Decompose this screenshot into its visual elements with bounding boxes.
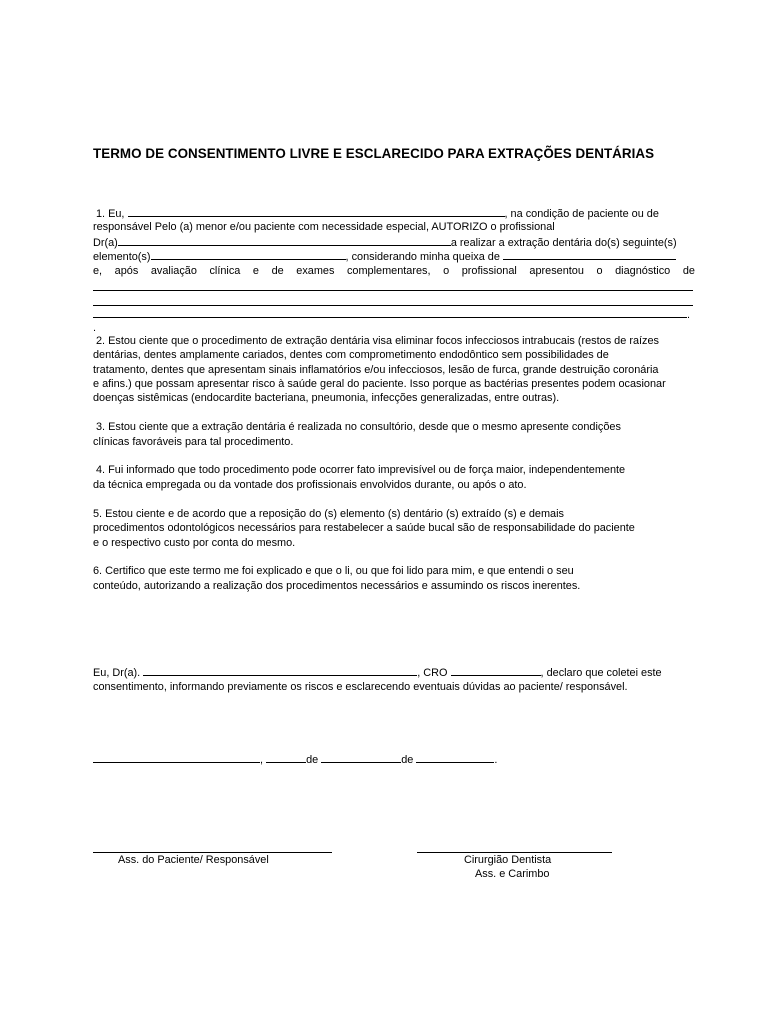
dentist-name-blank — [118, 235, 451, 246]
clause-1-word: apresentou — [529, 265, 584, 277]
clause-2-line: tratamento, dentes que apresentam sinais inflamatórios e/ou infecciosos, lesão de furca, grande destruição coronária — [93, 364, 659, 376]
clause-1-line-3 — [93, 235, 677, 250]
clause-1-text: a realizar a extração dentária do(s) seguinte(s) — [450, 237, 677, 249]
diagnosis-line-2 — [93, 305, 693, 306]
clause-2-line: dentárias, dentes amplamente cariados, dentes com comprometimento endodôntico sem possibilidades de — [93, 349, 609, 361]
declaration-text: Eu, Dr(a). — [93, 667, 141, 679]
clause-2-line: e afins.) que possam apresentar risco à saúde geral do paciente. Isso porque as bactérias presentes podem ocasionar — [93, 378, 666, 390]
clause-5-line: procedimentos odontológicos necessários para restabelecer a saúde bucal são de responsabilidade do paciente — [93, 522, 635, 534]
diagnosis-line-3 — [93, 307, 687, 318]
clause-1-line-1 — [96, 206, 659, 221]
day-blank — [266, 752, 306, 763]
clause-1-text: elemento(s) — [93, 251, 151, 263]
date-text: de — [306, 754, 319, 766]
clause-6-line: 6. Certifico que este termo me foi explicado e que o li, ou que foi lido para mim, e que entendi o seu — [93, 565, 574, 577]
clause-1-line-9: . — [93, 322, 97, 334]
clause-1-text: , na condição de paciente ou de — [504, 208, 659, 220]
clause-3-line: clínicas favoráveis para tal procedimento. — [93, 436, 294, 448]
month-blank — [321, 752, 401, 763]
city-blank — [93, 752, 260, 763]
clause-1-line-8 — [93, 307, 690, 322]
cro-number-blank — [451, 665, 541, 676]
clause-1-word: complementares, — [346, 265, 431, 277]
diagnosis-line-1 — [93, 290, 693, 291]
clause-1-word: exames — [296, 265, 335, 277]
document-title: TERMO DE CONSENTIMENTO LIVRE E ESCLARECIDO PARA EXTRAÇÕES DENTÁRIAS — [93, 146, 655, 161]
date-line — [93, 752, 497, 767]
clause-1-word: diagnóstico — [615, 265, 671, 277]
clause-1-word: e — [252, 265, 259, 277]
declaration-text: , declaro que coletei este — [540, 667, 662, 679]
clause-1-word: profissional — [461, 265, 517, 277]
patient-signature-label: Ass. do Paciente/ Responsável — [118, 854, 269, 866]
clause-1-text: . — [687, 309, 691, 321]
clause-1-line-2: responsável Pelo (a) menor e/ou paciente com necessidade especial, AUTORIZO o profissional — [93, 221, 555, 233]
clause-1-text: 1. Eu, — [96, 208, 125, 220]
clause-4-line: 4. Fui informado que todo procedimento pode ocorrer fato imprevisível ou de força maior, independentemente — [96, 464, 626, 476]
declaration-text: , CRO — [417, 667, 448, 679]
clause-1-word: após — [114, 265, 139, 277]
clause-1-word: avaliação — [150, 265, 197, 277]
clause-4-line: da técnica empregada ou da vontade dos profissionais envolvidos durante, ou após o ato. — [93, 479, 527, 491]
dentist-signature-label: Cirurgião Dentista — [464, 854, 552, 866]
clause-1-word: de — [271, 265, 284, 277]
dentist-declaration-line-2: consentimento, informando previamente os riscos e esclarecendo eventuais dúvidas ao paciente/ responsável. — [93, 681, 628, 693]
year-blank — [416, 752, 494, 763]
complaint-blank — [503, 249, 676, 260]
dentist-declaration-line-1 — [93, 665, 662, 680]
clause-2-line: doenças sistêmicas (endocardite bacteriana, pneumonia, infecções generalizadas, entre outras). — [93, 392, 560, 404]
dentist-signature-name-blank — [143, 665, 417, 676]
clause-5-line: e o respectivo custo por conta do mesmo. — [93, 537, 296, 549]
clause-1-text: , considerando minha queixa de — [345, 251, 500, 263]
clause-1-word: clínica — [209, 265, 241, 277]
clause-1-line-4 — [93, 249, 676, 264]
clause-5-line: 5. Estou ciente e de acordo que a reposição do (s) elemento (s) dentário (s) extraído (s) e demais — [93, 508, 564, 520]
clause-1-word: o — [596, 265, 603, 277]
name-blank — [128, 206, 505, 217]
clause-1-text: Dr(a) — [93, 237, 118, 249]
clause-1-word: de — [682, 265, 695, 277]
clause-2-line: 2. Estou ciente que o procedimento de extração dentária visa eliminar focos infecciosos intrabucais (restos de raízes — [96, 335, 659, 347]
date-text: de — [401, 754, 414, 766]
clause-1-line-5 — [93, 264, 695, 279]
clause-6-line: conteúdo, autorizando a realização dos procedimentos necessários e assumindo os riscos inerentes. — [93, 580, 581, 592]
tooth-elements-blank — [151, 249, 346, 260]
clause-3-line: 3. Estou ciente que a extração dentária é realizada no consultório, desde que o mesmo apresente condições — [96, 421, 621, 433]
date-text: . — [494, 754, 498, 766]
clause-1-word: o — [443, 265, 450, 277]
dentist-stamp-label: Ass. e Carimbo — [475, 868, 550, 880]
clause-1-word: e, — [93, 265, 103, 277]
date-text: , — [260, 754, 264, 766]
